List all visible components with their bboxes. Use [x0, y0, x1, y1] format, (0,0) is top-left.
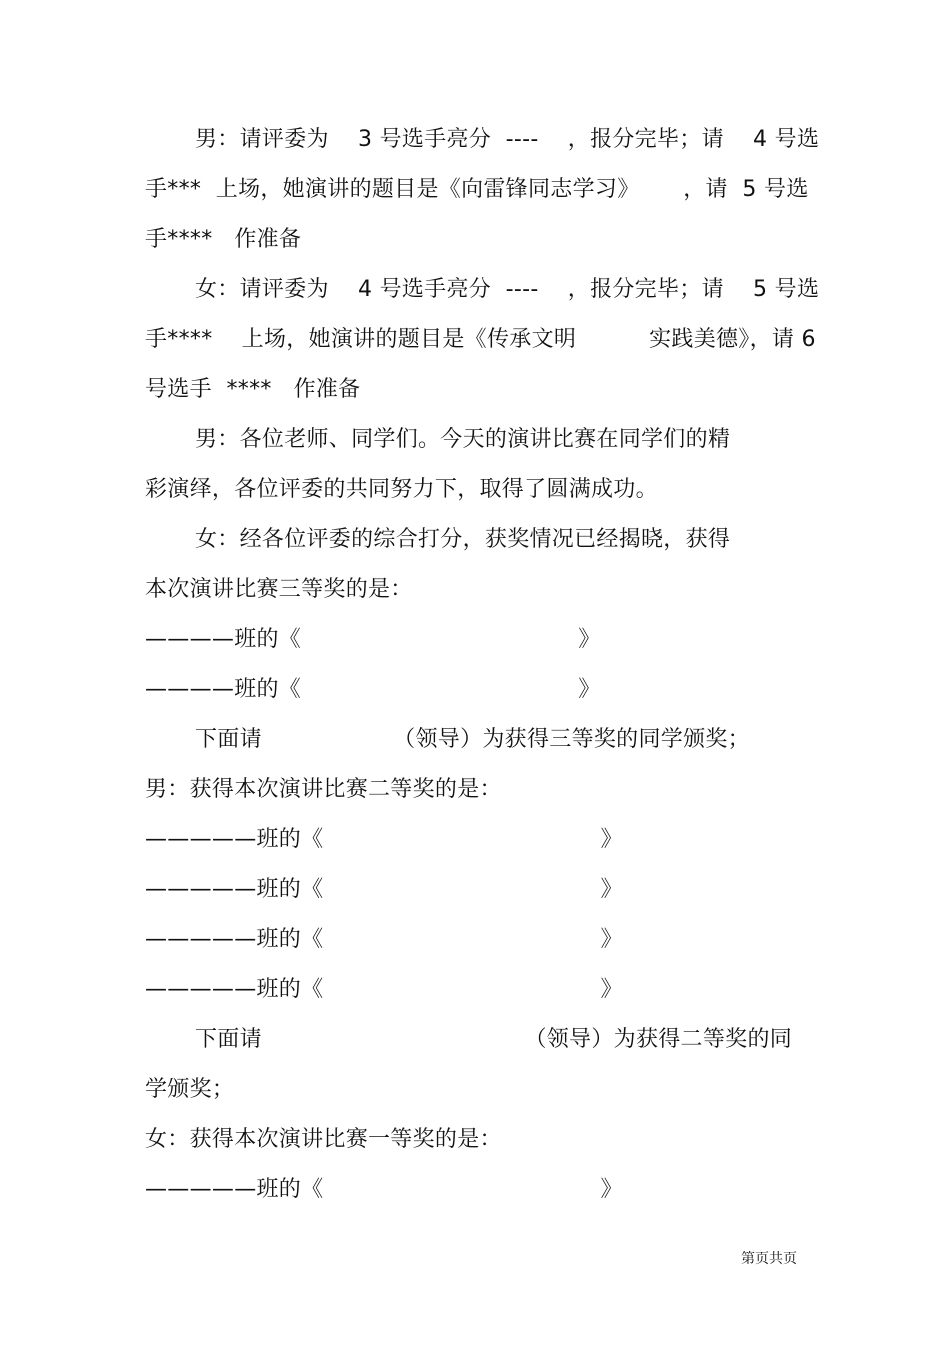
award-entry-line: —————班的《 》 [145, 1177, 623, 1202]
award-entry-line: —————班的《 》 [145, 977, 623, 1002]
paragraph-line: 男：获得本次演讲比赛二等奖的是： [145, 777, 502, 802]
paragraph-line: 手**** 上场，她演讲的题目是《传承文明 实践美德》，请 6 [145, 327, 816, 352]
paragraph-line: 女：请评委为 4 号选手亮分 ---- ，报分完毕；请 5 号选 [195, 277, 820, 302]
page-footer: 第页共页 [741, 1251, 797, 1267]
paragraph-line: 女：经各位评委的综合打分，获奖情况已经揭晓，获得 [195, 527, 731, 552]
award-entry-line: —————班的《 》 [145, 927, 623, 952]
paragraph-line: 号选手 **** 作准备 [145, 377, 361, 402]
award-entry-line: —————班的《 》 [145, 877, 623, 902]
paragraph-line: 手**** 作准备 [145, 227, 302, 252]
award-entry-line: —————班的《 》 [145, 827, 623, 852]
paragraph-line: 女：获得本次演讲比赛一等奖的是： [145, 1127, 502, 1152]
paragraph-line: 手*** 上场，她演讲的题目是《向雷锋同志学习》 ，请 5 号选 [145, 177, 809, 202]
paragraph-line: 学颁奖； [145, 1077, 235, 1102]
award-entry-line: ————班的《 》 [145, 677, 601, 702]
paragraph-line: 彩演绎，各位评委的共同努力下，取得了圆满成功。 [145, 477, 658, 502]
paragraph-line: 本次演讲比赛三等奖的是： [145, 577, 413, 602]
paragraph-line: 男：各位老师、同学们。今天的演讲比赛在同学们的精 [195, 427, 731, 452]
award-entry-line: ————班的《 》 [145, 627, 601, 652]
paragraph-line: 下面请 （领导）为获得三等奖的同学颁奖； [195, 727, 750, 752]
paragraph-line: 下面请 （领导）为获得二等奖的同 [195, 1027, 793, 1052]
paragraph-line: 男：请评委为 3 号选手亮分 ---- ，报分完毕；请 4 号选 [195, 127, 820, 152]
